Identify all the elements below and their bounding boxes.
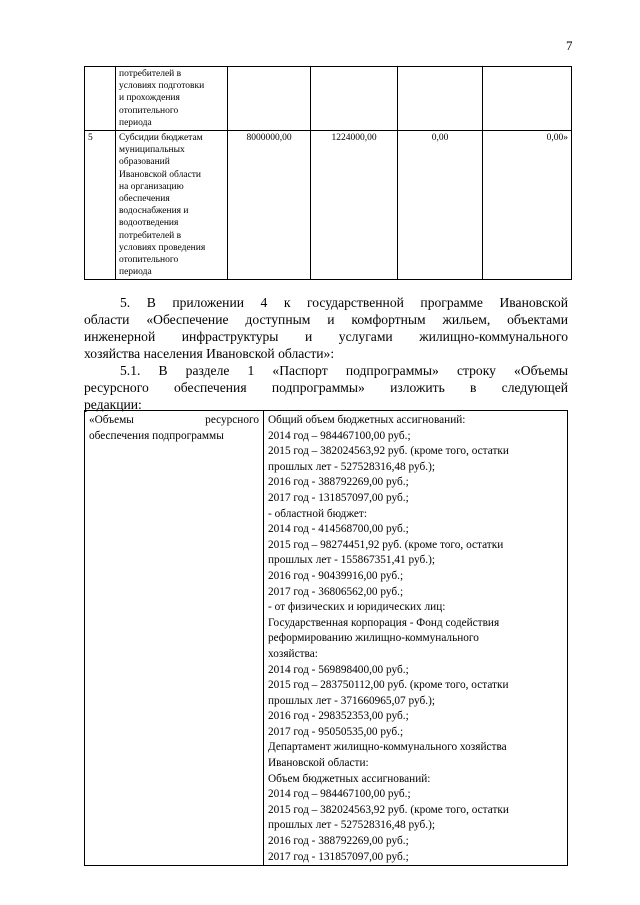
page-number: 7 [566, 38, 573, 53]
label-line: «Объемы ресурсного [89, 414, 259, 426]
label-line: обеспечения подпрограммы [89, 429, 224, 442]
table-row [85, 411, 568, 866]
content-line: 2016 год - 298352353,00 руб.; [268, 710, 409, 723]
description-line: условиях подготовки [119, 81, 205, 92]
description-line: Субсидии бюджетам [119, 133, 203, 144]
content-line: 2016 год - 388792269,00 руб.; [268, 835, 409, 848]
content-line: 2017 год - 131857097,00 руб.; [268, 850, 409, 863]
funding-table [84, 66, 572, 280]
description-line: отопительного [119, 105, 179, 116]
description-line: периода [119, 117, 152, 128]
content-line: 2015 год – 283750112,00 руб. (кроме того, остатки [268, 679, 509, 692]
content-line: 2017 год - 95050535,00 руб.; [268, 725, 404, 738]
row-content-cell [264, 411, 568, 866]
paragraph-line: ресурсного обеспечения подпрограммы» изложить в следующей [84, 380, 568, 395]
paragraph-line: 5. В приложении 4 к государственной программе Ивановской [120, 295, 568, 310]
description-line: потребителей в [119, 69, 182, 79]
content-line: хозяйства: [268, 647, 318, 660]
content-line: реформированию жилищно-коммунального [268, 632, 479, 645]
description-line: периода [119, 267, 152, 278]
paragraph-line: редакции: [84, 397, 142, 412]
value-cell [311, 67, 398, 131]
description-line: образований [119, 157, 170, 168]
content-line: 2017 год - 36806562,00 руб.; [268, 585, 404, 598]
row-number-cell [85, 67, 116, 131]
content-line: прошлых лет - 527528316,48 руб.); [268, 460, 435, 473]
content-line: 2014 год – 984467100,00 руб.; [268, 788, 411, 801]
content-line: 2014 год - 414568700,00 руб.; [268, 523, 409, 536]
row-description-cell [116, 67, 228, 131]
value-cell: 0,00» [483, 131, 572, 280]
description-line: на организацию [119, 181, 184, 192]
paragraph-line: 5.1. В разделе 1 «Паспорт подпрограммы» строку «Объемы [120, 363, 568, 378]
value-cell [398, 67, 483, 131]
content-line: 2014 год – 984467100,00 руб.; [268, 429, 411, 442]
content-line: 2016 год - 388792269,00 руб.; [268, 476, 409, 489]
value-cell: 0,00 [398, 131, 483, 280]
content-line: - от физических и юридических лиц: [268, 601, 446, 614]
value-cell [483, 67, 572, 131]
paragraph-5 [84, 294, 568, 362]
description-line: и прохождения [119, 93, 180, 104]
paragraph-line: инженерной инфраструктуры и услугами жилищно-коммунального [84, 329, 568, 344]
content-line: Общий объем бюджетных ассигнований: [268, 414, 466, 426]
content-line: 2017 год - 131857097,00 руб.; [268, 491, 409, 504]
description-line: водоотведения [119, 218, 179, 229]
description-line: водоснабжения и [119, 206, 189, 217]
content-line: 2015 год – 382024563,92 руб. (кроме того, остатки [268, 803, 509, 816]
row-number-cell: 5 [85, 131, 116, 280]
description-line: муниципальных [119, 145, 185, 156]
content-line: Департамент жилищно-коммунального хозяйства [268, 741, 507, 754]
value-cell: 8000000,00 [228, 131, 311, 280]
description-line: потребителей в [119, 230, 182, 241]
paragraph-line: области «Обеспечение доступным и комфортным жильем, объектами [84, 312, 568, 327]
content-line: прошлых лет - 371660965,07 руб.); [268, 694, 435, 707]
content-line: Государственная корпорация - Фонд содействия [268, 616, 500, 629]
paragraph-line: хозяйства населения Ивановской области»: [84, 346, 335, 361]
content-line: 2015 год – 382024563,92 руб. (кроме того, остатки [268, 445, 509, 458]
content-line: прошлых лет - 527528316,48 руб.); [268, 819, 435, 832]
description-line: Ивановской области [119, 169, 202, 180]
content-line: 2016 год - 90439916,00 руб.; [268, 569, 404, 582]
row-label-cell [85, 411, 264, 866]
description-line: отопительного [119, 255, 179, 266]
description-line: обеспечения [119, 194, 170, 205]
content-line: - областной бюджет: [268, 507, 367, 520]
row-description-cell [116, 131, 228, 280]
content-line: 2015 год – 98274451,92 руб. (кроме того, остатки [268, 538, 504, 551]
content-line: Ивановской области: [268, 757, 369, 770]
value-cell [228, 67, 311, 131]
table-row [85, 131, 572, 280]
description-line: условиях проведения [119, 242, 206, 253]
resource-provision-table [84, 410, 568, 866]
paragraph-5-1 [84, 362, 568, 413]
table-row [85, 67, 572, 131]
content-line: прошлых лет - 155867351,41 руб.); [268, 554, 435, 567]
content-line: Объем бюджетных ассигнований: [268, 772, 431, 785]
content-line: 2014 год - 569898400,00 руб.; [268, 663, 409, 676]
value-cell: 1224000,00 [311, 131, 398, 280]
